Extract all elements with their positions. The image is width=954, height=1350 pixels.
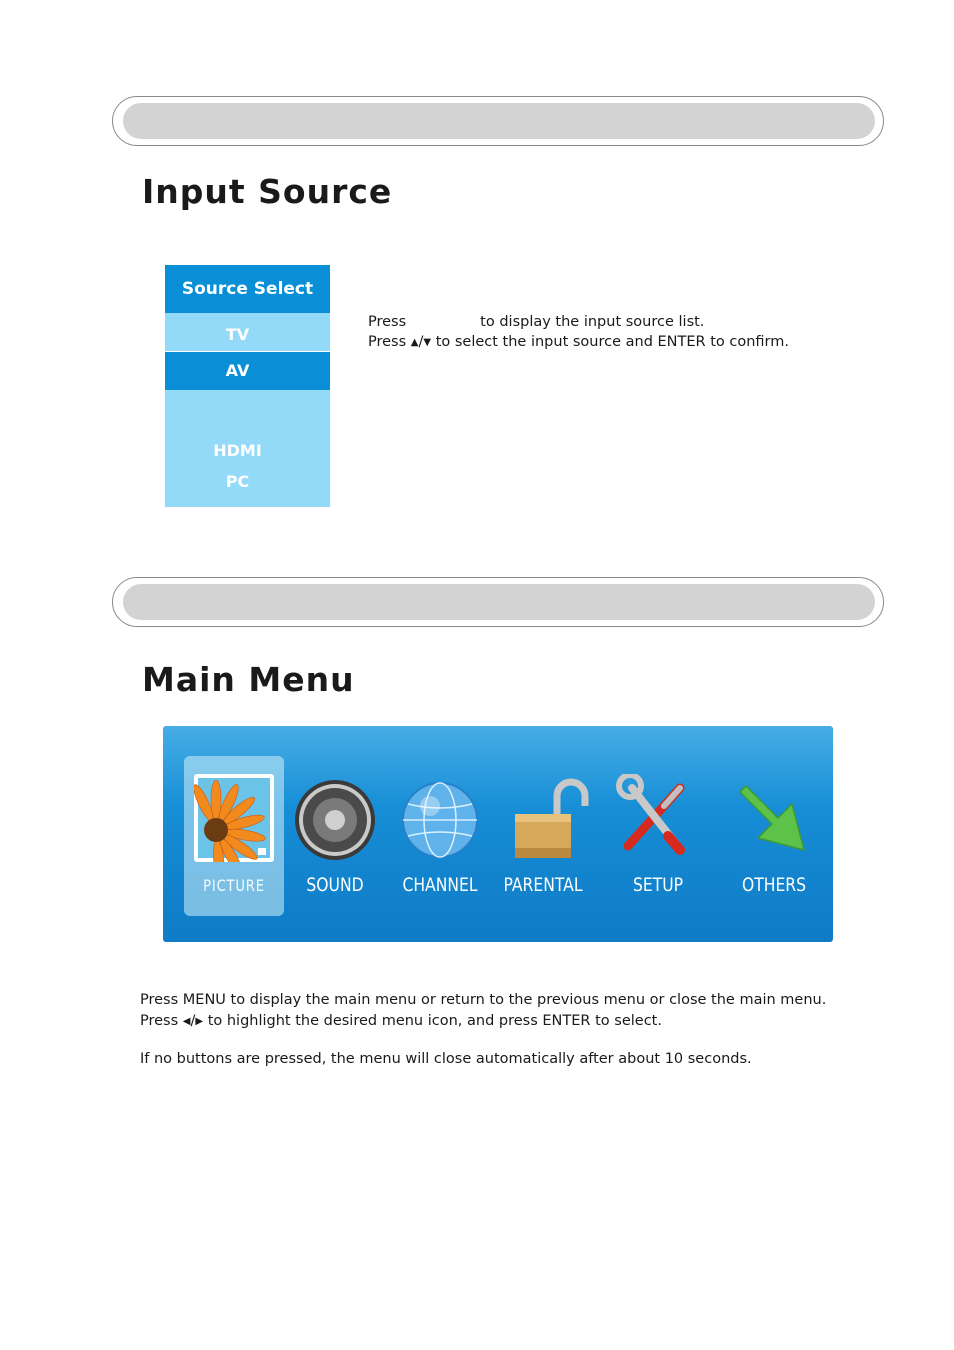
menu-label-picture: PICTURE bbox=[203, 876, 265, 895]
source-item-tv[interactable]: TV bbox=[225, 325, 250, 344]
banner-fill bbox=[123, 584, 875, 620]
menu-paragraph-2 bbox=[140, 1013, 662, 1029]
source-select-menu bbox=[165, 265, 330, 507]
menu-item-sound[interactable] bbox=[285, 756, 385, 916]
down-arrow-icon: ▼ bbox=[423, 337, 432, 348]
source-instruction-1 bbox=[368, 314, 704, 330]
tools-icon bbox=[614, 774, 694, 858]
menu-paragraph-1: Press MENU to display the main menu or return to the previous menu or close the main menu. bbox=[140, 992, 827, 1008]
menu-item-channel[interactable] bbox=[390, 756, 490, 916]
section-banner-2 bbox=[112, 577, 884, 627]
instr-press: Press bbox=[368, 314, 407, 330]
main-menu-panel bbox=[163, 726, 833, 942]
menu-item-setup[interactable] bbox=[608, 756, 708, 916]
left-arrow-icon: ◀ bbox=[182, 1016, 191, 1027]
input-source-heading: Input Source bbox=[142, 172, 393, 211]
menu-label-channel: CHANNEL bbox=[402, 874, 478, 896]
instr-text: to select the input source and ENTER to confirm. bbox=[435, 334, 789, 350]
main-menu-heading: Main Menu bbox=[142, 660, 355, 699]
slash: / bbox=[190, 1013, 196, 1029]
source-item-hdmi[interactable]: HDMI bbox=[213, 441, 262, 460]
p2-press: Press bbox=[140, 1013, 179, 1029]
source-divider bbox=[165, 351, 330, 352]
picture-icon bbox=[194, 774, 274, 862]
menu-item-picture[interactable] bbox=[184, 756, 284, 916]
menu-paragraph-3: If no buttons are pressed, the menu will close automatically after about 10 seconds. bbox=[140, 1051, 752, 1067]
slash: / bbox=[418, 334, 424, 350]
menu-label-others: OTHERS bbox=[741, 874, 807, 896]
menu-item-others[interactable] bbox=[724, 756, 824, 916]
source-select-title: Source Select bbox=[165, 265, 330, 313]
globe-icon bbox=[400, 778, 480, 862]
menu-label-sound: SOUND bbox=[306, 874, 364, 896]
menu-label-parental: PARENTAL bbox=[503, 874, 583, 896]
speaker-icon bbox=[293, 778, 377, 862]
instr-text: to display the input source list. bbox=[480, 314, 705, 330]
menu-label-setup: SETUP bbox=[632, 874, 684, 896]
instr-press: Press bbox=[368, 334, 407, 350]
source-item-av[interactable] bbox=[165, 352, 330, 390]
p2-text: to highlight the desired menu icon, and press ENTER to select. bbox=[207, 1013, 662, 1029]
padlock-icon bbox=[511, 776, 595, 862]
section-banner-1 bbox=[112, 96, 884, 146]
menu-item-parental[interactable] bbox=[493, 756, 593, 916]
up-arrow-icon: ▲ bbox=[410, 337, 419, 348]
arrow-icon bbox=[734, 778, 814, 862]
source-item-av-label: AV bbox=[225, 361, 250, 380]
banner-fill bbox=[123, 103, 875, 139]
source-instruction-2 bbox=[368, 334, 789, 350]
right-arrow-icon: ▶ bbox=[195, 1016, 204, 1027]
source-item-pc[interactable]: PC bbox=[225, 472, 250, 491]
